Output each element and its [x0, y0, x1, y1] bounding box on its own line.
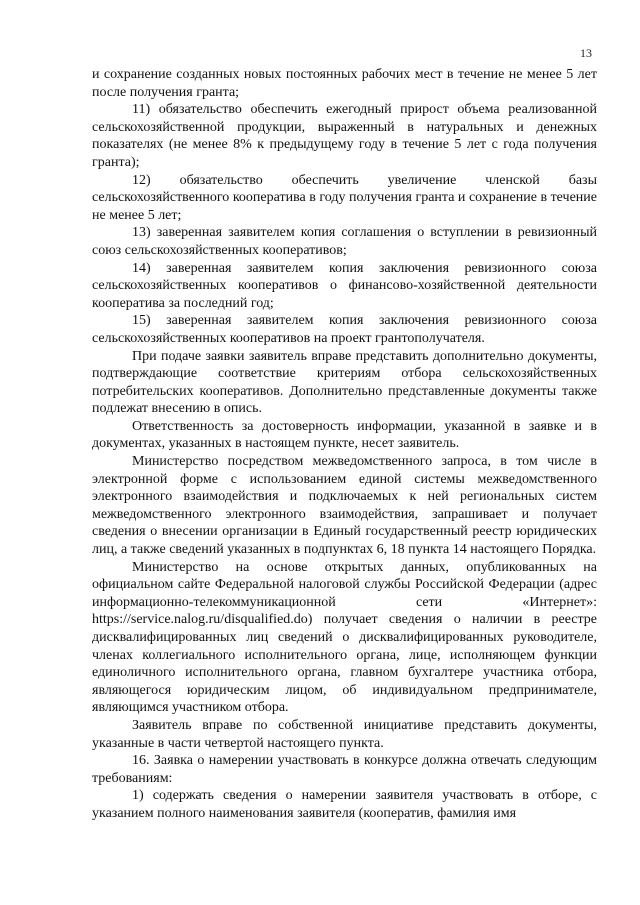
paragraph: 1) содержать сведения о намерении заявителя участвовать в отборе, с указанием полного наименования заявителя (кооператив, фамилия имя: [92, 788, 597, 821]
paragraph: 16. Заявка о намерении участвовать в конкурсе должна отвечать следующим требованиям:: [92, 753, 597, 786]
paragraph: 12) обязательство обеспечить увеличение членской базы сельскохозяйственного кооператива в году получения гранта и сохранение в течение не менее 5 лет;: [92, 172, 597, 223]
paragraph: Заявитель вправе по собственной инициативе представить документы, указанные в части четвертой настоящего пункта.: [92, 717, 597, 751]
document-body: [92, 66, 597, 823]
paragraph: 15) заверенная заявителем копия заключения ревизионного союза сельскохозяйственных кооперативов на проект грантополучателя.: [92, 313, 597, 346]
paragraph: и сохранение созданных новых постоянных рабочих мест в течение не менее 5 лет после получения гранта;: [92, 67, 597, 100]
paragraph: 14) заверенная заявителем копия заключения ревизионного союза сельскохозяйственных кооперативов о финансово-хозяйственной деятельности кооператива за последний год;: [92, 260, 597, 311]
paragraph: При подаче заявки заявитель вправе представить дополнительно документы, подтверждающие соответствие критериям отбора сельскохозяйственных потребительских кооперативов. Дополнительно представленные документы также подлежат внесению в опись.: [92, 348, 597, 417]
paragraph: 13) заверенная заявителем копия соглашения о вступлении в ревизионный союз сельскохозяйственных кооперативов;: [92, 225, 597, 258]
paragraph: Министерство на основе открытых данных, опубликованных на официальном сайте Федеральной налоговой службы Российской Федерации (адрес информационно-телекоммуникационной сети «Интернет»: https://service.nalog.ru/disqualified.do) получает сведения о наличии в реестре дисквалифицированных лиц сведений о дисквалифицированных руководителе, членах коллегиального исполнительного органа, лице, исполняющем функции единоличного исполнительного органа, главном бухгалтере участника отбора, являющегося юридическим лицом, об индивидуальном предпринимателе, являющимся участником отбора.: [92, 559, 597, 716]
paragraph: 11) обязательство обеспечить ежегодный прирост объема реализованной сельскохозяйственной продукции, выраженный в натуральных и денежных показателях (не менее 8% к предыдущему году в течение 5 лет с года получения гранта);: [92, 102, 597, 170]
paragraph: Министерство посредством межведомственного запроса, в том числе в электронной форме с использованием единой системы межведомственного электронного взаимодействия и подключаемых к ней региональных систем межведомственного электронного взаимодействия, запрашивает и получает сведения о внесении организации в Единый государственный реестр юридических лиц, а также сведений указанных в подпунктах 6, 18 пункта 14 настоящего Порядка.: [92, 454, 597, 558]
page-number: 13: [580, 46, 592, 60]
paragraph: Ответственность за достоверность информации, указанной в заявке и в документах, указанных в настоящем пункте, несет заявитель.: [92, 418, 597, 452]
